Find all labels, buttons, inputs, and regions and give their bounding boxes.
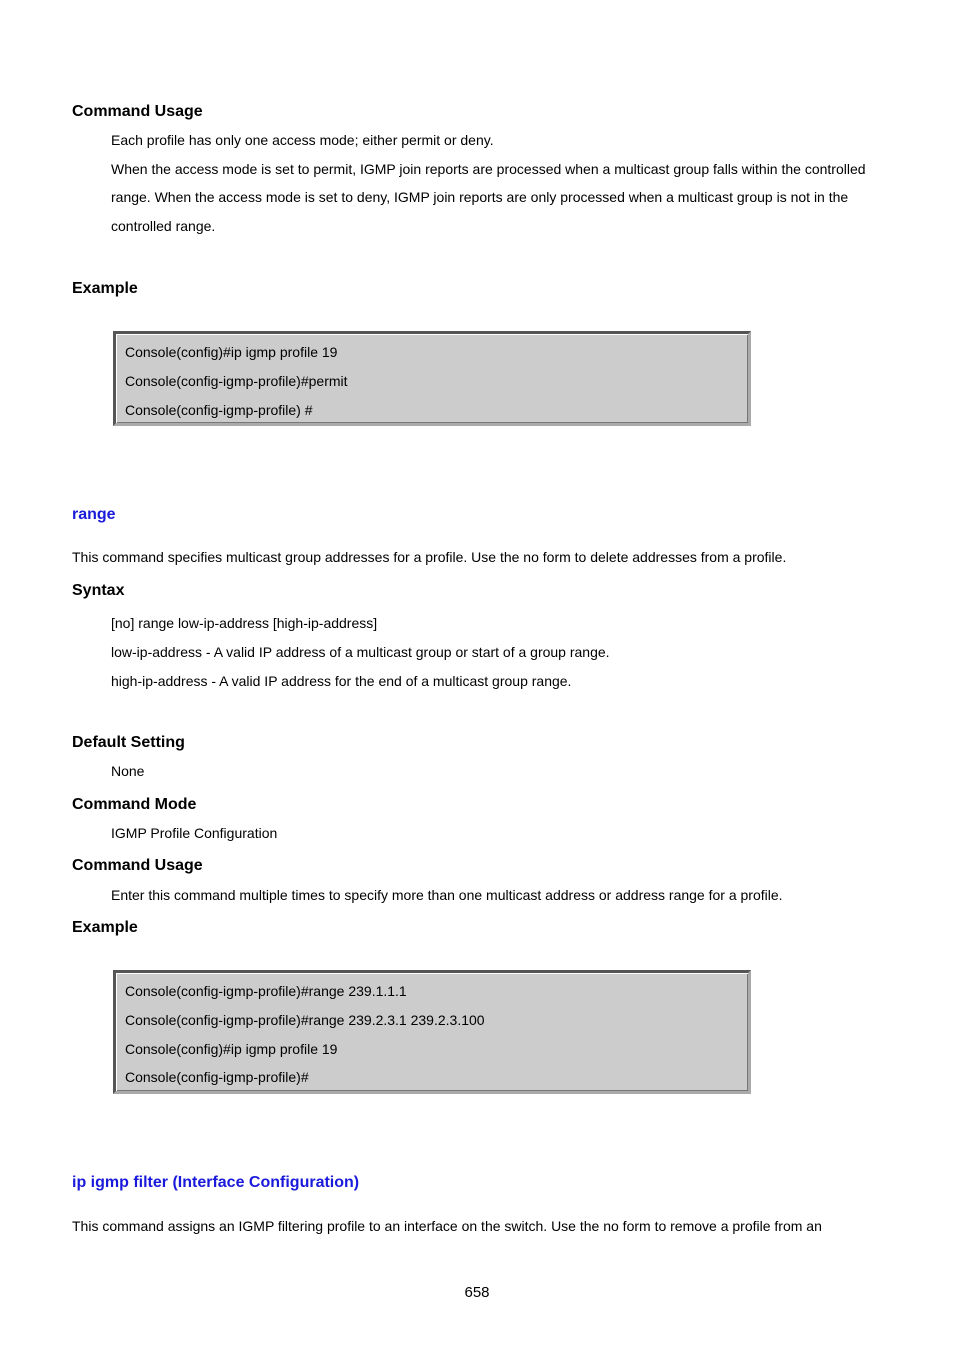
filter-title-link[interactable]: ip igmp filter (Interface Configuration) (72, 1174, 360, 1191)
command-mode-value: IGMP Profile Configuration (111, 825, 278, 841)
default-setting-heading: Default Setting (72, 734, 185, 751)
code-example-box (113, 970, 751, 1094)
code-example-box (113, 331, 751, 426)
code-line: Console(config)#ip igmp profile 19 (125, 1041, 338, 1057)
command-usage-heading: Command Usage (72, 103, 203, 120)
usage-line: controlled range. (111, 218, 216, 234)
example-heading: Example (72, 280, 138, 297)
usage-line: Each profile has only one access mode; either permit or deny. (111, 132, 494, 148)
range-title-link[interactable]: range (72, 506, 116, 523)
command-usage-text: Enter this command multiple times to specify more than one multicast address or address range for a profile. (111, 887, 783, 903)
code-line: Console(config)#ip igmp profile 19 (125, 344, 338, 360)
code-line: Console(config-igmp-profile)#permit (125, 373, 348, 389)
command-usage-heading: Command Usage (72, 857, 203, 874)
page-number: 658 (464, 1284, 490, 1301)
range-description: This command specifies multicast group addresses for a profile. Use the no form to delete addresses from a profile. (72, 549, 787, 565)
example-heading: Example (72, 919, 138, 936)
filter-description: This command assigns an IGMP filtering profile to an interface on the switch. Use the no form to remove a profile from an (72, 1218, 822, 1234)
syntax-heading: Syntax (72, 582, 125, 599)
code-line: Console(config-igmp-profile) # (125, 402, 313, 418)
default-setting-value: None (111, 763, 145, 779)
syntax-line: high-ip-address - A valid IP address for the end of a multicast group range. (111, 673, 572, 689)
command-mode-heading: Command Mode (72, 796, 197, 813)
syntax-line: low-ip-address - A valid IP address of a multicast group or start of a group range. (111, 644, 610, 660)
code-line: Console(config-igmp-profile)#range 239.1.1.1 (125, 983, 407, 999)
code-line: Console(config-igmp-profile)#range 239.2.3.1 239.2.3.100 (125, 1012, 485, 1028)
usage-line: range. When the access mode is set to deny, IGMP join reports are only processed when a multicast group is not in the (111, 189, 849, 205)
usage-line: When the access mode is set to permit, IGMP join reports are processed when a multicast group falls within the controlled (111, 161, 866, 177)
code-line: Console(config-igmp-profile)# (125, 1069, 309, 1085)
syntax-line: [no] range low-ip-address [high-ip-address] (111, 615, 378, 631)
